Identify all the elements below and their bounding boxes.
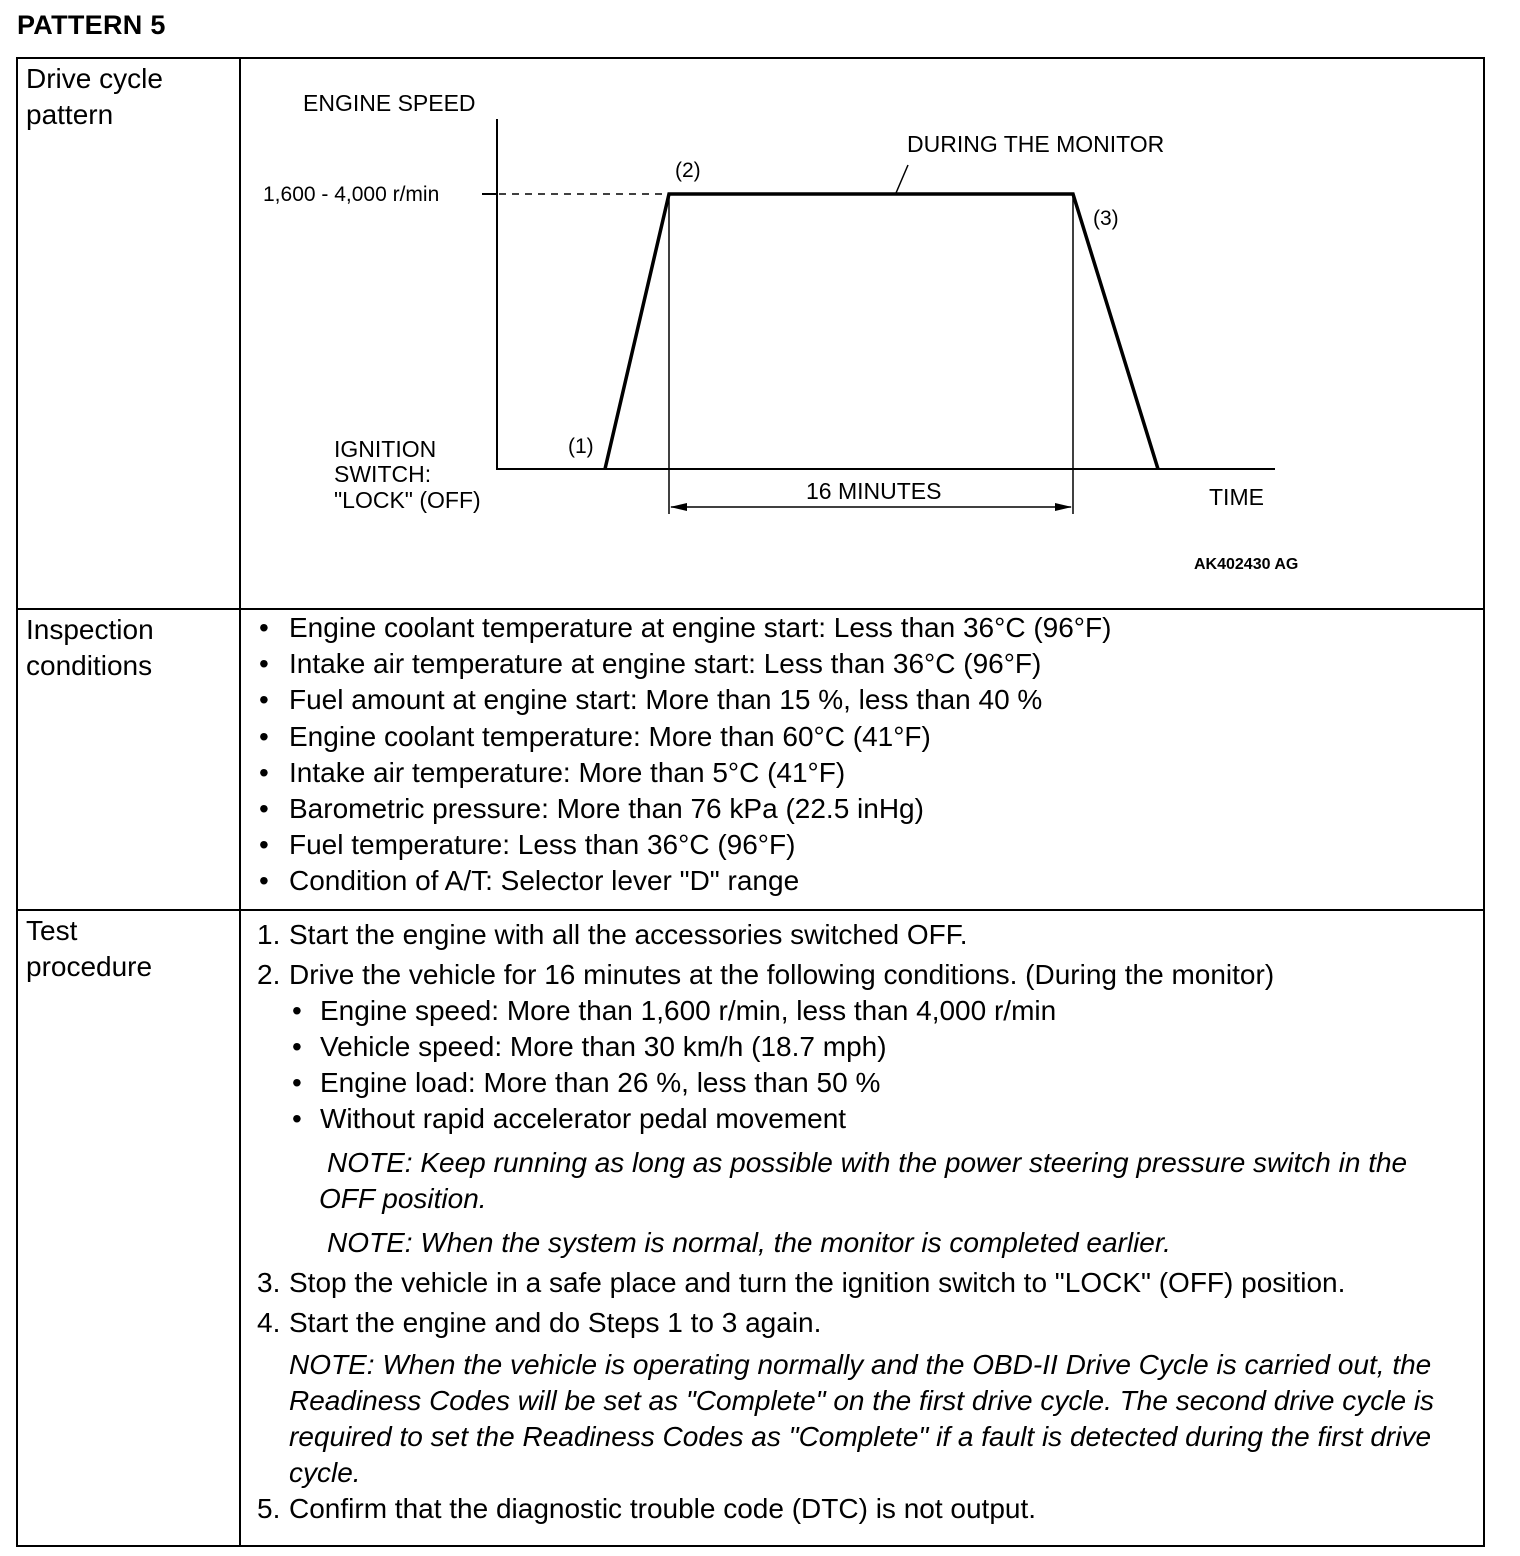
pattern-title: PATTERN 5 <box>17 10 166 40</box>
step-2-conditions-list <box>257 993 1483 1137</box>
row-label-test-procedure <box>17 910 240 1546</box>
test-procedure-steps <box>241 911 1483 1527</box>
step-number: 1. <box>257 919 281 950</box>
table-row-inspection <box>17 609 1484 910</box>
list-item: • Vehicle speed: More than 30 km/h (18.7 mph) <box>289 1029 1483 1065</box>
step-text: Start the engine with all the accessories switched OFF. <box>289 919 968 950</box>
point-2-label: (2) <box>675 159 701 182</box>
row-label-text: Inspection conditions <box>26 614 154 681</box>
figure-code: AK402430 AG <box>1194 556 1299 573</box>
ignition-label-line1: IGNITION <box>334 436 437 462</box>
list-item: • Barometric pressure: More than 76 kPa (22.5 inHg) <box>258 791 1483 827</box>
drive-cycle-diagram <box>241 59 1483 608</box>
row-label-inspection <box>17 609 240 910</box>
monitor-leader-line <box>896 165 908 193</box>
list-item: • Fuel amount at engine start: More than 15 %, less than 40 % <box>258 682 1483 718</box>
x-axis-label: TIME <box>1209 484 1264 510</box>
step-number: 5. <box>257 1493 281 1524</box>
procedure-step-5 <box>257 1491 1483 1527</box>
procedure-step-4 <box>257 1305 1483 1341</box>
test-procedure-cell <box>240 910 1484 1546</box>
list-item: • Intake air temperature: More than 5°C (41°F) <box>258 755 1483 791</box>
row-label-text: Test procedure <box>26 915 153 982</box>
list-item: • Intake air temperature at engine start: Less than 36°C (96°F) <box>258 646 1483 682</box>
drive-cycle-table <box>16 57 1485 1547</box>
ignition-label-line2: SWITCH: <box>334 461 432 487</box>
ignition-label-line3: "LOCK" (OFF) <box>334 487 481 513</box>
duration-label: 16 MINUTES <box>806 478 942 504</box>
step-number: 4. <box>257 1307 281 1338</box>
note-readiness-codes: NOTE: When the vehicle is operating normally and the OBD-II Drive Cycle is carried out, the Readiness Codes will be set as "Complete" on the first drive cycle. The second drive cycle is required to set the Readiness Codes as "Complete" if a fault is detected during the first drive cycle. <box>289 1349 1435 1488</box>
point-3-label: (3) <box>1093 207 1119 230</box>
step-text: Drive the vehicle for 16 minutes at the following conditions. (During the monitor) <box>289 959 1275 990</box>
row-label-drive-cycle <box>17 58 240 609</box>
list-item: • Engine speed: More than 1,600 r/min, less than 4,000 r/min <box>289 993 1483 1029</box>
step-number: 2. <box>257 959 281 990</box>
step-text: Stop the vehicle in a safe place and turn the ignition switch to "LOCK" (OFF) position. <box>289 1267 1346 1298</box>
list-item: • Engine coolant temperature: More than 60°C (41°F) <box>258 719 1483 755</box>
list-item: • Fuel temperature: Less than 36°C (96°F) <box>258 827 1483 863</box>
note-power-steering: NOTE: Keep running as long as possible with the power steering pressure switch in the OFF position. <box>319 1147 1408 1214</box>
drive-cycle-chart <box>241 59 1499 606</box>
note-system-normal: NOTE: When the system is normal, the monitor is completed earlier. <box>327 1227 1171 1258</box>
procedure-step-2 <box>257 957 1483 993</box>
row-label-text: Drive cycle pattern <box>26 63 163 130</box>
procedure-step-1 <box>257 917 1483 953</box>
list-item: • Engine coolant temperature at engine start: Less than 36°C (96°F) <box>258 610 1483 646</box>
inspection-conditions-list <box>241 610 1483 900</box>
table-row-test-procedure <box>17 910 1484 1546</box>
monitor-label: DURING THE MONITOR <box>907 131 1165 157</box>
step-text: Confirm that the diagnostic trouble code (DTC) is not output. <box>289 1493 1037 1524</box>
drive-cycle-diagram-cell <box>240 58 1484 609</box>
step-text: Start the engine and do Steps 1 to 3 again. <box>289 1307 822 1338</box>
list-item: • Condition of A/T: Selector lever "D" range <box>258 863 1483 899</box>
table-row-drive-cycle <box>17 58 1484 609</box>
y-axis-label: ENGINE SPEED <box>303 90 476 116</box>
duration-arrow-left-head <box>670 503 687 511</box>
list-item: • Without rapid accelerator pedal movement <box>289 1101 1483 1137</box>
list-item: • Engine load: More than 26 %, less than 50 % <box>289 1065 1483 1101</box>
duration-arrow-right-head <box>1055 503 1072 511</box>
engine-speed-profile <box>605 194 1158 469</box>
procedure-step-3 <box>257 1265 1483 1301</box>
speed-label: 1,600 - 4,000 r/min <box>263 183 440 206</box>
inspection-conditions-cell <box>240 609 1484 910</box>
point-1-label: (1) <box>568 435 594 458</box>
step-number: 3. <box>257 1267 281 1298</box>
